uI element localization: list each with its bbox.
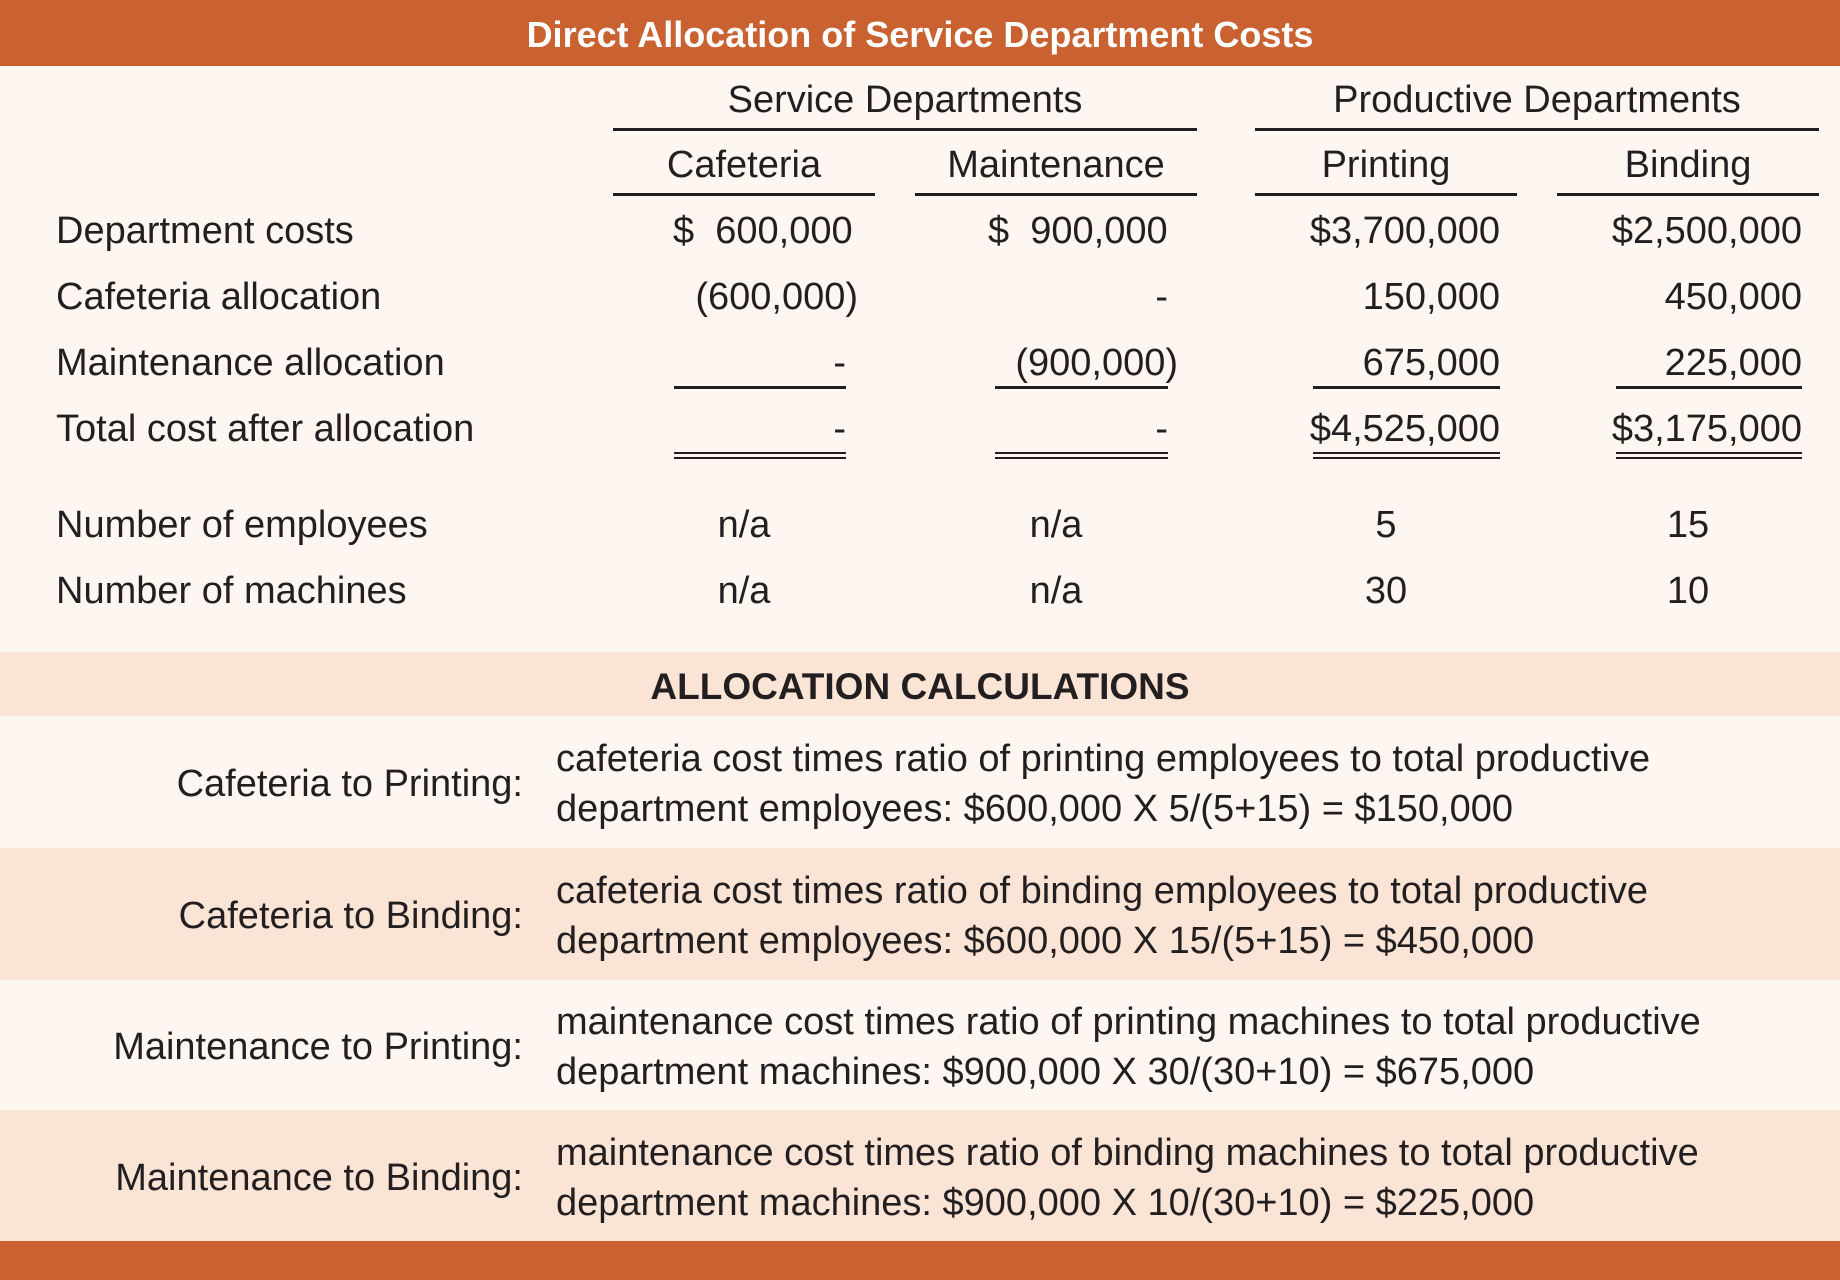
cell-maintenance-allocation-cafeteria: - xyxy=(833,342,846,384)
group-header-productive: Productive Departments xyxy=(1333,79,1741,121)
subtotal-underline-cafeteria xyxy=(674,386,846,389)
row-label-cafeteria-allocation: Cafeteria allocation xyxy=(56,276,382,318)
calc-label-cafeteria-to-binding: Cafeteria to Binding: xyxy=(178,895,523,937)
column-underline-cafeteria xyxy=(613,193,875,196)
row-label-department-costs: Department costs xyxy=(56,210,354,252)
footer-bar xyxy=(0,1241,1840,1280)
cell-cafeteria-allocation-printing: 150,000 xyxy=(1362,276,1500,318)
cell-total-cost-maintenance: - xyxy=(1155,408,1168,450)
calc-label-cafeteria-to-printing: Cafeteria to Printing: xyxy=(176,763,523,805)
column-header-printing: Printing xyxy=(1321,144,1451,186)
cell-department-costs-printing: $3,700,000 xyxy=(1309,210,1500,252)
cell-department-costs-maintenance: $ 900,000 xyxy=(988,210,1168,252)
cell-machines-printing: 30 xyxy=(1364,570,1408,612)
cell-maintenance-allocation-maintenance: (900,000) xyxy=(1015,342,1178,384)
cell-total-cost-printing: $4,525,000 xyxy=(1309,408,1500,450)
calc-text-maintenance-to-printing xyxy=(556,997,1701,1097)
cell-employees-cafeteria: n/a xyxy=(717,504,771,546)
row-label-total-cost: Total cost after allocation xyxy=(56,408,475,450)
column-header-binding: Binding xyxy=(1624,144,1752,186)
group-underline-service xyxy=(613,128,1197,131)
cell-employees-maintenance: n/a xyxy=(1029,504,1083,546)
calc-line: department employees: $600,000 X 5/(5+15) = $150,000 xyxy=(556,788,1514,830)
cell-total-cost-binding: $3,175,000 xyxy=(1611,408,1802,450)
column-underline-maintenance xyxy=(915,193,1197,196)
column-header-cafeteria: Cafeteria xyxy=(666,144,822,186)
calc-text-cafeteria-to-printing xyxy=(556,734,1650,834)
column-underline-binding xyxy=(1557,193,1819,196)
row-label-number-of-employees: Number of employees xyxy=(56,504,428,546)
total-double-underline-maintenance xyxy=(995,452,1168,459)
cell-cafeteria-allocation-cafeteria: (600,000) xyxy=(695,276,858,318)
total-double-underline-binding xyxy=(1616,452,1802,459)
cell-maintenance-allocation-printing: 675,000 xyxy=(1362,342,1500,384)
calc-label-maintenance-to-printing: Maintenance to Printing: xyxy=(113,1026,523,1068)
total-double-underline-printing xyxy=(1313,452,1500,459)
group-underline-productive xyxy=(1255,128,1819,131)
cell-cafeteria-allocation-binding: 450,000 xyxy=(1664,276,1802,318)
calc-line: department employees: $600,000 X 15/(5+15) = $450,000 xyxy=(556,920,1535,962)
row-label-number-of-machines: Number of machines xyxy=(56,570,407,612)
subtotal-underline-binding xyxy=(1616,386,1802,389)
calc-line: maintenance cost times ratio of binding machines to total productive xyxy=(556,1132,1699,1174)
column-header-maintenance: Maintenance xyxy=(947,144,1165,186)
calc-line: department machines: $900,000 X 30/(30+10) = $675,000 xyxy=(556,1051,1535,1093)
cell-maintenance-allocation-binding: 225,000 xyxy=(1664,342,1802,384)
cell-department-costs-cafeteria: $ 600,000 xyxy=(673,210,853,252)
row-label-maintenance-allocation: Maintenance allocation xyxy=(56,342,445,384)
total-double-underline-cafeteria xyxy=(674,452,846,459)
cell-machines-cafeteria: n/a xyxy=(717,570,771,612)
calc-line: department machines: $900,000 X 10/(30+10) = $225,000 xyxy=(556,1182,1535,1224)
group-header-service: Service Departments xyxy=(727,79,1083,121)
calc-line: cafeteria cost times ratio of printing employees to total productive xyxy=(556,738,1651,780)
column-underline-printing xyxy=(1255,193,1517,196)
cell-machines-binding: 10 xyxy=(1666,570,1710,612)
cell-department-costs-binding: $2,500,000 xyxy=(1611,210,1802,252)
calc-text-maintenance-to-binding xyxy=(556,1128,1699,1228)
subtotal-underline-printing xyxy=(1313,386,1500,389)
cell-employees-printing: 5 xyxy=(1375,504,1397,546)
cell-total-cost-cafeteria: - xyxy=(833,408,846,450)
calc-text-cafeteria-to-binding xyxy=(556,866,1648,966)
subtotal-underline-maintenance xyxy=(995,386,1168,389)
cell-cafeteria-allocation-maintenance: - xyxy=(1155,276,1168,318)
calc-line: cafeteria cost times ratio of binding employees to total productive xyxy=(556,870,1649,912)
cell-machines-maintenance: n/a xyxy=(1029,570,1083,612)
calc-line: maintenance cost times ratio of printing machines to total productive xyxy=(556,1001,1701,1043)
calculations-heading: ALLOCATION CALCULATIONS xyxy=(650,666,1190,707)
document-title: Direct Allocation of Service Department Costs xyxy=(0,0,1840,66)
cell-employees-binding: 15 xyxy=(1666,504,1710,546)
calc-label-maintenance-to-binding: Maintenance to Binding: xyxy=(115,1157,523,1199)
